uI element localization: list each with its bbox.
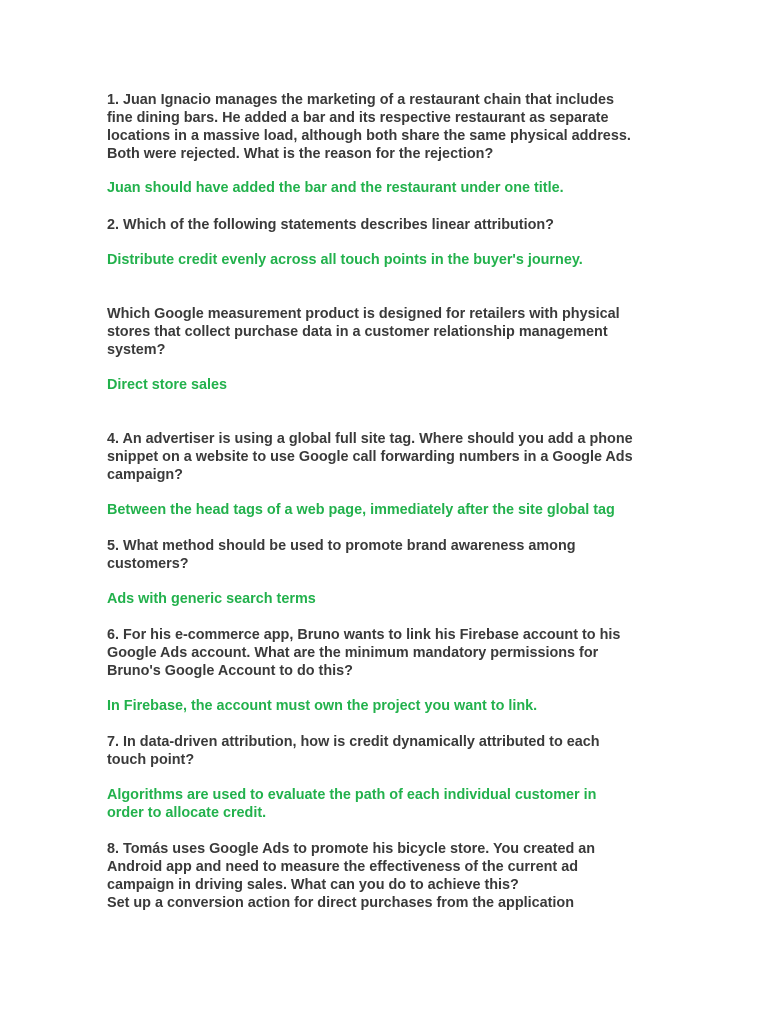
answer-6: In Firebase, the account must own the project you want to link.	[107, 698, 538, 714]
question-2: 2. Which of the following statements describes linear attribution?	[107, 217, 554, 233]
answer-1: Juan should have added the bar and the restaurant under one title.	[107, 180, 564, 196]
document-page	[107, 91, 707, 912]
question-4: 4. An advertiser is using a global full site tag. Where should you add a phone snippet on a website to use Google call forwarding numbers in a Google Ads campaign?	[107, 431, 633, 483]
answer-3: Direct store sales	[107, 377, 227, 393]
answer-5: Ads with generic search terms	[107, 591, 316, 607]
answer-2: Distribute credit evenly across all touch points in the buyer's journey.	[107, 252, 583, 268]
question-3: Which Google measurement product is designed for retailers with physical stores that collect purchase data in a customer relationship management system?	[107, 306, 620, 358]
question-8: 8. Tomás uses Google Ads to promote his bicycle store. You created an Android app and need to measure the effectiveness of the current ad campaign in driving sales. What can you do to achieve this? Set up a conversion action for direct purchases from the application	[107, 841, 596, 911]
question-7: 7. In data-driven attribution, how is credit dynamically attributed to each touch point?	[107, 734, 600, 768]
question-6: 6. For his e-commerce app, Bruno wants to link his Firebase account to his Google Ads account. What are the minimum mandatory permissions for Bruno's Google Account to do this?	[107, 627, 621, 679]
answer-4: Between the head tags of a web page, immediately after the site global tag	[107, 502, 615, 518]
question-1: 1. Juan Ignacio manages the marketing of a restaurant chain that includes fine dining bars. He added a bar and its respective restaurant as separate locations in a massive load, although both share the same physical address. Both were rejected. What is the reason for the rejection?	[107, 92, 631, 162]
answer-7: Algorithms are used to evaluate the path of each individual customer in order to allocate credit.	[107, 787, 597, 821]
question-5: 5. What method should be used to promote brand awareness among customers?	[107, 538, 576, 572]
